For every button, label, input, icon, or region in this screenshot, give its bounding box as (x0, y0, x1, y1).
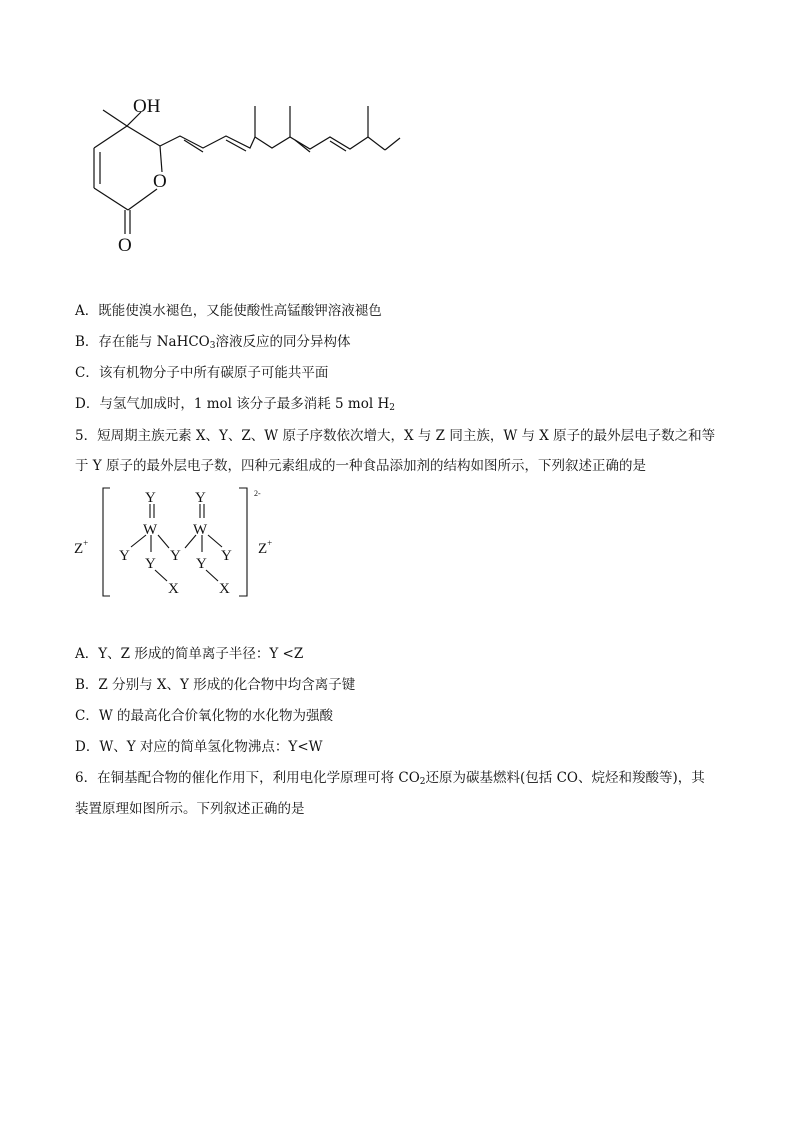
atom-x-left: X (168, 581, 179, 597)
q6-stem-line1: 6．在铜基配合物的催化作用下，利用电化学原理可将 $CO_2$还原为碳基燃料(包括 CO、烷烃和羧酸等)，其 (75, 770, 705, 787)
q5-option-a: A．Y、Z 形成的简单离子半径：Y <Z (75, 646, 304, 662)
atom-y-bridge: Y (170, 548, 181, 564)
atom-w-right: W (193, 522, 208, 538)
cation-left: Z+ (74, 538, 89, 557)
q4-option-d: D．与氢气加成时，1 mol 该分子最多消耗 5 mol $H_2$ (75, 396, 395, 413)
q6-stem-line2: 装置原理如图所示。下列叙述正确的是 (75, 801, 305, 817)
atom-y-lower-right: Y (196, 556, 207, 572)
q4-option-a: A．既能使溴水褪色，又能使酸性高锰酸钾溶液褪色 (75, 303, 382, 319)
q5-stem-line2: 于 Y 原子的最外层电子数，四种元素组成的一种食品添加剂的结构如图所示，下列叙述正确的是 (75, 458, 646, 474)
q4-option-c: C．该有机物分子中所有碳原子可能共平面 (75, 365, 329, 381)
atom-w-left: W (143, 522, 158, 538)
atom-y-outer-left: Y (119, 548, 130, 564)
hydroxyl-label: OH (133, 96, 161, 117)
atom-x-right: X (219, 581, 230, 597)
anion-charge: 2- (254, 489, 261, 498)
molecule-structure (0, 0, 794, 270)
q5-option-d: D．W、Y 对应的简单氢化物沸点：Y<W (75, 739, 323, 755)
q5-option-b: B．Z 分别与 X、Y 形成的化合物中均含离子键 (75, 677, 356, 693)
q5-stem-line1: 5．短周期主族元素 X、Y、Z、W 原子序数依次增大，X 与 Z 同主族，W 与 X 原子的最外层电子数之和等 (75, 428, 716, 444)
cation-right: Z+ (258, 538, 273, 557)
atom-y-top-right: Y (195, 490, 206, 506)
atom-y-outer-right: Y (221, 548, 232, 564)
ring-oxygen-label: O (153, 171, 167, 192)
q5-ion-structure (0, 480, 794, 610)
q4-option-b: B．存在能与 NaHCO$_3$溶液反应的同分异构体 (75, 334, 351, 351)
carbonyl-oxygen-label: O (118, 235, 132, 256)
atom-y-top-left: Y (145, 490, 156, 506)
q5-option-c: C．W 的最高化合价氧化物的水化物为强酸 (75, 708, 333, 724)
atom-y-lower-left: Y (145, 556, 156, 572)
